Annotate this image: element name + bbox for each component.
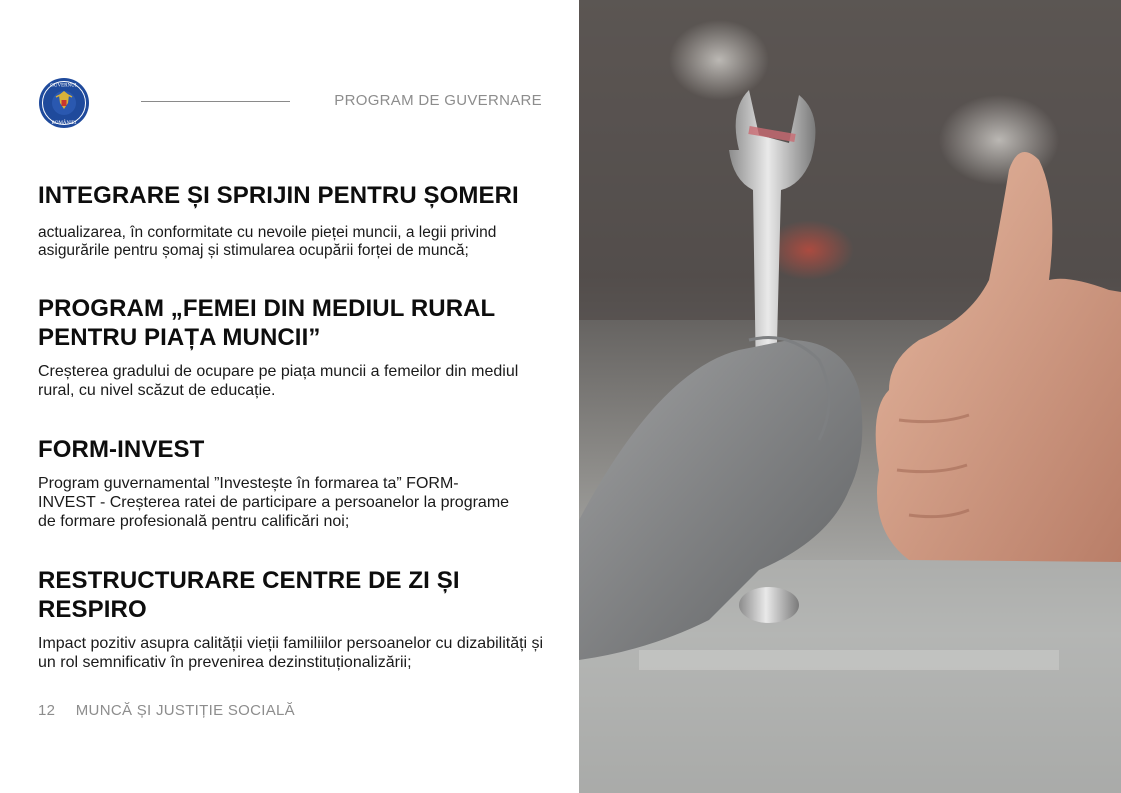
section-title: FORM-INVEST bbox=[38, 436, 205, 463]
svg-text:ROMÂNIEI: ROMÂNIEI bbox=[51, 121, 77, 126]
chapter-title: MUNCĂ ȘI JUSTIȚIE SOCIALĂ bbox=[75, 702, 295, 719]
section-title: PROGRAM „FEMEI DIN MEDIUL RURAL PENTRU PIAȚA MUNCII” bbox=[38, 295, 495, 351]
header-label: PROGRAM DE GUVERNARE bbox=[334, 92, 542, 109]
section-form-invest bbox=[38, 435, 548, 531]
svg-text:GUVERNUL: GUVERNUL bbox=[50, 83, 78, 89]
government-seal-logo bbox=[38, 77, 90, 129]
header-divider bbox=[141, 101, 290, 102]
section-body: actualizarea, în conformitate cu nevoile pieței muncii, a legii privind asigurările pentru șomaj și stimularea ocupării forței de muncă; bbox=[38, 224, 497, 259]
section-body: Program guvernamental ”Investește în formarea ta” FORM-INVEST - Creșterea ratei de participare a persoanelor la programe de formare profesională pentru calificări noi; bbox=[38, 475, 510, 530]
page-footer bbox=[38, 702, 295, 719]
section-centre-respiro bbox=[38, 566, 548, 672]
section-femei-rural bbox=[38, 294, 548, 400]
photo-illustration bbox=[579, 0, 1121, 793]
page-number: 12 bbox=[38, 702, 56, 719]
section-title: RESTRUCTURARE CENTRE DE ZI ȘI RESPIRO bbox=[38, 567, 460, 623]
wrench-and-thumbs-up-photo bbox=[579, 0, 1121, 793]
section-body: Creșterea gradului de ocupare pe piața muncii a femeilor din mediul rural, cu nivel scăzut de educație. bbox=[38, 363, 519, 399]
section-body: Impact pozitiv asupra calității vieții familiilor persoanelor cu dizabilități și un rol semnificativ în prevenirea dezinstituționalizării; bbox=[38, 635, 544, 671]
section-integrare bbox=[38, 181, 548, 260]
section-title: INTEGRARE ȘI SPRIJIN PENTRU ȘOMERI bbox=[38, 182, 519, 209]
